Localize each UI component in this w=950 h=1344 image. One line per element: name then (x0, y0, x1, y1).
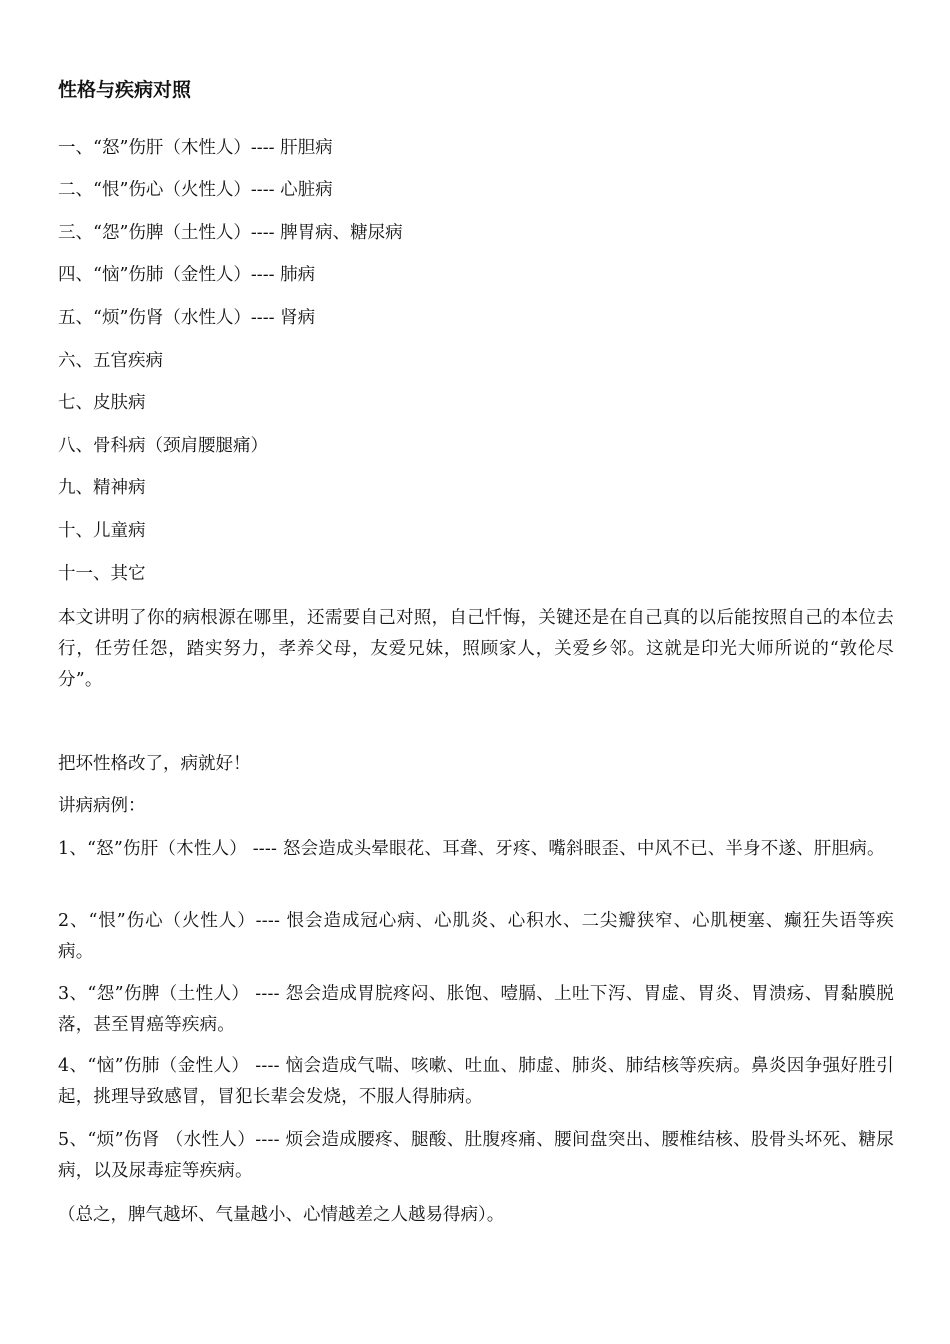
document-title: 性格与疾病对照 (58, 79, 192, 101)
example-item: 4、“恼”伤肺（金性人） ---- 恼会造成气喘、咳嗽、吐血、肺虚、肺炎、肺结核等疾病。鼻炎因争强好胜引起，挑理导致感冒，冒犯长辈会发烧，不服人得肺病。 (58, 1056, 894, 1107)
example-item: 3、“怨”伤脾（土性人） ---- 怨会造成胃脘疼闷、胀饱、噎膈、上吐下泻、胃虚、胃炎、胃溃疡、胃黏膜脱落，甚至胃癌等疾病。 (58, 984, 894, 1035)
outline-item: 七、皮肤病 (58, 393, 146, 413)
outline-item: 六、五官疾病 (58, 351, 163, 371)
outline-item: 八、骨科病（颈肩腰腿痛） (58, 436, 268, 456)
intro-paragraph: 本文讲明了你的病根源在哪里，还需要自己对照，自己忏悔，关键还是在自己真的以后能按照自己的本位去行，任劳任怨，踏实努力，孝养父母，友爱兄妹，照顾家人，关爱乡邻。这就是印光大师所说的“敦伦尽分”。 (58, 608, 894, 690)
outline-item: 十一、其它 (58, 564, 146, 584)
conclusion: （总之，脾气越坏、气量越小、心情越差之人越易得病）。 (58, 1205, 505, 1225)
outline-item: 五、“烦”伤肾（水性人）---- 肾病 (58, 308, 316, 328)
example-item: 2、“恨”伤心（火性人）---- 恨会造成冠心病、心肌炎、心积水、二尖瓣狭窄、心肌梗塞、癫狂失语等疾病。 (58, 911, 894, 962)
outline-item: 二、“恨”伤心（火性人）---- 心脏病 (58, 180, 333, 200)
slogan: 把坏性格改了，病就好！ (58, 754, 251, 774)
outline-item: 一、“怒”伤肝（木性人）---- 肝胆病 (58, 138, 333, 158)
outline-item: 三、“怨”伤脾（土性人）---- 脾胃病、糖尿病 (58, 223, 403, 243)
outline-item: 十、儿童病 (58, 521, 146, 541)
example-item: 5、“烦”伤肾 （水性人）---- 烦会造成腰疼、腿酸、肚腹疼痛、腰间盘突出、腰椎结核、股骨头坏死、糖尿病，以及尿毒症等疾病。 (58, 1130, 894, 1181)
example-item: 1、“怒”伤肝（木性人） ---- 怒会造成头晕眼花、耳聋、牙疼、嘴斜眼歪、中风不已、半身不遂、肝胆病。 (58, 839, 885, 859)
outline-item: 九、精神病 (58, 478, 146, 498)
outline-item: 四、“恼”伤肺（金性人）---- 肺病 (58, 265, 316, 285)
examples-heading: 讲病病例： (58, 796, 146, 816)
